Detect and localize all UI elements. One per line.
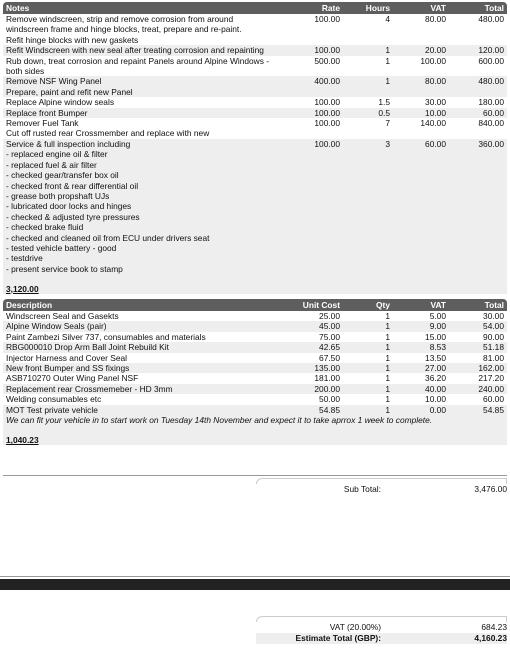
unit-cost-cell: 67.50 xyxy=(319,352,340,363)
parts-message-row xyxy=(3,415,507,425)
labour-header-row xyxy=(3,2,507,14)
rate-cell: 500.00 xyxy=(314,55,340,66)
table-row xyxy=(3,384,507,394)
rate-cell: 100.00 xyxy=(314,118,340,129)
table-row xyxy=(3,405,507,415)
labour-subtotal: 3,120.00 xyxy=(6,283,39,294)
qty-cell: 1 xyxy=(343,363,393,373)
notes-cell: Remover Fuel Tank Cut off rusted rear Crossmember and replace with new xyxy=(6,118,210,139)
table-row xyxy=(3,108,507,118)
vat-cell: 40.00 xyxy=(393,384,449,394)
vat-cell: 80.00 xyxy=(393,76,449,97)
table-row xyxy=(3,45,507,55)
qty-cell: 1 xyxy=(385,394,390,405)
total-cell: 480.00 xyxy=(449,76,507,97)
unit-cost-cell: 50.00 xyxy=(319,394,340,405)
table-row xyxy=(3,118,507,139)
vat-cell: 30.00 xyxy=(425,97,446,108)
notes-cell: Rub down, treat corrosion and repaint Panels around Alpine Windows - both sides xyxy=(6,55,270,77)
total-cell: 840.00 xyxy=(478,118,504,129)
table-row xyxy=(3,97,507,107)
qty-cell: 1 xyxy=(385,311,390,321)
total-cell: 480.00 xyxy=(478,14,504,24)
table-row xyxy=(3,394,507,404)
description-cell: Injector Harness and Cover Seal xyxy=(6,352,128,363)
total-cell: 30.00 xyxy=(483,311,504,321)
notes-cell: Replace front Bumper xyxy=(3,108,286,118)
table-row xyxy=(3,363,507,373)
description-cell: New front Bumper and SS fixings xyxy=(3,363,286,373)
vat-column-header: VAT xyxy=(393,299,449,311)
hours-cell: 7 xyxy=(385,118,390,129)
unit-cost-cell: 45.00 xyxy=(286,321,343,331)
rate-cell: 100.00 xyxy=(286,45,343,55)
scheduling-note: We can fit your vehicle in to start work on Tuesday 14th November and expect it to take aprrox 1 week to complete. xyxy=(3,415,507,425)
vat-cell: 10.00 xyxy=(393,108,449,118)
qty-cell: 1 xyxy=(385,373,390,384)
unit-cost-cell: 200.00 xyxy=(286,384,343,394)
vat-label: VAT (20.00%) xyxy=(329,622,381,632)
total-cell: 120.00 xyxy=(449,45,507,55)
parts-table xyxy=(3,299,507,445)
description-column-header: Description xyxy=(3,299,286,311)
page-break-bar xyxy=(0,579,510,590)
notes-cell: Service & full inspection including - replaced engine oil & filter - replaced fuel & air filter - checked gear/transfer box oil - checked front & rear differential oil - grease both propshaft UJs - lubricated door locks and hinges - checked & adjusted tyre pressures - checked brake fluid - checked and cleaned oil from ECU under drivers seat - tested vehicle battery - good - testdrive - present service book to stamp xyxy=(3,139,286,274)
hours-cell: 1 xyxy=(385,55,390,66)
vat-cell: 20.00 xyxy=(393,45,449,55)
description-cell: Paint Zambezi Silver 737, consumables and materials xyxy=(6,331,206,342)
total-cell: 217.20 xyxy=(478,373,504,384)
notes-cell: Refit Windscreen with new seal after treating corrosion and repainting xyxy=(3,45,286,55)
total-cell: 54.00 xyxy=(449,321,507,331)
total-cell: 51.18 xyxy=(449,342,507,352)
qty-cell: 1 xyxy=(343,342,393,352)
vat-cell: 15.00 xyxy=(425,331,446,342)
total-cell: 360.00 xyxy=(449,139,507,274)
table-row xyxy=(3,373,507,383)
total-cell: 60.00 xyxy=(449,108,507,118)
vat-cell: 80.00 xyxy=(425,14,446,24)
total-cell: 60.00 xyxy=(483,394,504,405)
rate-cell: 400.00 xyxy=(286,76,343,97)
unit-cost-cell: 135.00 xyxy=(286,363,343,373)
page-divider xyxy=(0,576,510,577)
table-row xyxy=(3,139,507,274)
unit-cost-cell: 75.00 xyxy=(319,331,340,342)
notes-column-header: Notes xyxy=(3,2,286,14)
vat-cell: 60.00 xyxy=(393,139,449,274)
table-row xyxy=(3,332,507,342)
qty-cell: 1 xyxy=(385,352,390,363)
vat-value: 684.23 xyxy=(481,622,507,632)
vat-cell: 13.50 xyxy=(425,352,446,363)
labour-subtotal-row xyxy=(3,274,507,294)
description-cell: ASB710270 Outer Wing Panel NSF xyxy=(6,373,139,384)
vat-cell: 36.20 xyxy=(425,373,446,384)
vat-cell: 27.00 xyxy=(393,363,449,373)
hours-cell: 1 xyxy=(343,45,393,55)
parts-subtotal: 1,040.23 xyxy=(6,435,39,446)
vat-cell: 8.53 xyxy=(393,342,449,352)
table-row xyxy=(3,311,507,321)
notes-cell: Replace Alpine window seals xyxy=(6,97,115,108)
table-row xyxy=(3,14,507,45)
vat-cell: 0.00 xyxy=(393,405,449,415)
parts-subtotal-row xyxy=(3,425,507,445)
unit-cost-column-header: Unit Cost xyxy=(286,299,343,311)
qty-cell: 1 xyxy=(385,331,390,342)
unit-cost-cell: 54.85 xyxy=(286,405,343,415)
total-column-header: Total xyxy=(449,2,507,14)
total-cell: 240.00 xyxy=(449,384,507,394)
hours-column-header: Hours xyxy=(343,2,393,14)
total-cell: 90.00 xyxy=(483,331,504,342)
total-cell: 600.00 xyxy=(478,55,504,66)
table-separator xyxy=(3,475,507,476)
estimate-total-value: 4,160.23 xyxy=(474,633,507,643)
vat-cell: 100.00 xyxy=(420,55,446,66)
hours-cell: 4 xyxy=(385,14,390,24)
hours-cell: 0.5 xyxy=(343,108,393,118)
estimate-total-label: Estimate Total (GBP): xyxy=(295,633,381,643)
table-row xyxy=(3,76,507,97)
description-cell: Welding consumables etc xyxy=(6,394,102,405)
total-cell: 180.00 xyxy=(478,97,504,108)
total-cell: 81.00 xyxy=(483,352,504,363)
vat-cell: 140.00 xyxy=(420,118,446,129)
rate-cell: 100.00 xyxy=(314,97,340,108)
table-row xyxy=(3,342,507,352)
description-cell: Windscreen Seal and Gasekts xyxy=(6,311,119,321)
parts-header-row xyxy=(3,299,507,311)
qty-column-header: Qty xyxy=(343,299,393,311)
qty-cell: 1 xyxy=(343,384,393,394)
unit-cost-cell: 25.00 xyxy=(319,311,340,321)
description-cell: MOT Test private vehicle xyxy=(3,405,286,415)
vat-column-header: VAT xyxy=(393,2,449,14)
table-row xyxy=(3,321,507,331)
hours-cell: 3 xyxy=(343,139,393,274)
description-cell: RBG000010 Drop Arm Ball Joint Rebuild Kit xyxy=(3,342,286,352)
vat-cell: 10.00 xyxy=(425,394,446,405)
table-row xyxy=(3,353,507,363)
description-cell: Alpine Window Seals (pair) xyxy=(3,321,286,331)
vat-cell: 9.00 xyxy=(393,321,449,331)
totals-block xyxy=(256,616,507,644)
rate-cell: 100.00 xyxy=(286,139,343,274)
sub-total-value: 3,476.00 xyxy=(474,484,507,494)
total-cell: 162.00 xyxy=(449,363,507,373)
description-cell: Replacement rear Crossmemeber - HD 3mm xyxy=(3,384,286,394)
table-row xyxy=(3,56,507,77)
total-cell: 54.85 xyxy=(449,405,507,415)
unit-cost-cell: 181.00 xyxy=(314,373,340,384)
notes-cell: Remove NSF Wing Panel Prepare, paint and refit new Panel xyxy=(3,76,286,97)
notes-cell: Remove windscreen, strip and remove corrosion from around windscreen frame and hinge blocks, treat, prepare and re-paint. Refit hinge blocks with new gaskets xyxy=(6,14,242,45)
hours-cell: 1.5 xyxy=(378,97,390,108)
labour-table xyxy=(3,2,507,294)
vat-cell: 5.00 xyxy=(429,311,446,321)
qty-cell: 1 xyxy=(343,321,393,331)
subtotal-block xyxy=(256,478,507,495)
rate-cell: 100.00 xyxy=(286,108,343,118)
rate-cell: 100.00 xyxy=(314,14,340,24)
hours-cell: 1 xyxy=(343,76,393,97)
rate-column-header: Rate xyxy=(286,2,343,14)
qty-cell: 1 xyxy=(343,405,393,415)
sub-total-label: Sub Total: xyxy=(343,484,381,494)
total-column-header: Total xyxy=(449,299,507,311)
unit-cost-cell: 42.65 xyxy=(286,342,343,352)
